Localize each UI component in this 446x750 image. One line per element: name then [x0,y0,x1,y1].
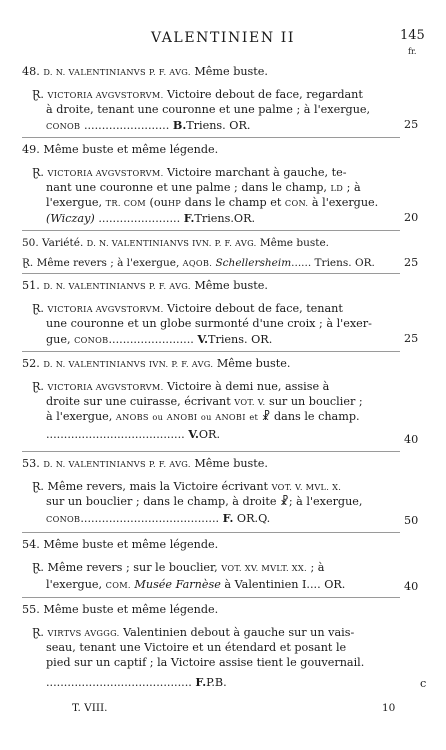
obverse-description: Même buste. [216,357,291,370]
source-reference: (Wiczay) [46,212,95,225]
entry-53-obverse [22,457,268,471]
reverse-text: ; à l'exergue, [288,495,363,508]
reverse-legend: VICTORIA AVGVSTORVM. [47,168,164,178]
reverse-mark: Ɽ. [32,380,44,393]
entry-number: 51. [22,279,40,292]
reverse-text: Même revers, mais la Victoire écrivant [47,480,269,493]
reverse-text: dans le champ et [184,196,282,209]
value-55: c [420,677,427,690]
shield-inscription: VOT. XV. MVLT. XX. [221,563,307,573]
coin-type: OR.Q. [236,512,271,525]
variety-label: Variété. [42,237,84,249]
reverse-text: sur un bouclier ; dans le champ, à droite [46,495,277,508]
reverse-text: ; à [346,181,361,194]
entry-number: 54. [22,538,40,551]
reverse-mark: Ɽ. [22,257,34,269]
value-54: 40 [404,580,419,593]
exergue-mark: CON. [284,198,309,208]
separator [22,137,400,138]
entry-number: 48. [22,65,40,78]
rarity-sign: B. [172,118,187,132]
entry-51-reverse-line1 [32,302,343,316]
reverse-mark: Ɽ. [32,302,44,315]
reverse-legend: VIRTVS AVGGG. [47,628,120,638]
obverse-description: Même buste. [194,279,268,292]
entry-53-reverse-line2 [46,495,362,509]
obverse-description: Même buste et même légende. [43,143,219,156]
coin-type: Triens.OR. [194,212,256,225]
separator [22,273,400,274]
entry-52-reverse-line4 [46,427,220,442]
conjunction: et [249,412,259,422]
rarity-sign: F. [183,211,195,225]
entry-number: 55. [22,603,40,616]
field-mark: LD [330,183,344,193]
entry-55-reverse-line4 [46,675,227,690]
obverse-legend: D. N. VALENTINIANVS IVN. P. F. AVG. [43,359,214,369]
entry-number: 52. [22,357,40,370]
reverse-text: gue, [46,333,71,346]
entry-55-reverse-line2 [46,641,346,655]
coin-type: Triens. OR. [186,119,251,132]
separator [22,451,400,452]
separator [22,597,400,598]
value-50: 25 [404,256,419,269]
exergue-mark: ANOBS [115,412,149,422]
entry-48-reverse-line2 [46,103,370,117]
conjunction: ou [152,412,164,422]
reverse-text: à Valentinien I.... [224,578,321,591]
entry-53-reverse-line3 [46,511,270,526]
reverse-text: Même revers ; sur le bouclier, [47,561,218,574]
reverse-text: à droite, tenant une couronne et une palme ; à l'exergue, [46,103,371,116]
entry-55-reverse-line3 [46,656,364,670]
value-51: 25 [404,332,419,345]
entry-49-reverse-line1 [32,166,347,180]
coin-type: P.B. [206,676,227,689]
entry-number: 50. [22,237,39,249]
reverse-legend: VICTORIA AVGVSTORVM. [47,90,164,100]
obverse-description: Même buste. [194,457,268,470]
reverse-text: à l'exergue, [46,410,113,423]
shield-inscription: VOT. V. MVL. X. [271,482,342,492]
entry-48-reverse-line1 [32,88,363,102]
obverse-description: Même buste et même légende. [43,603,219,616]
obverse-description: Même buste et même légende. [43,538,219,551]
separator [22,351,400,352]
reverse-text: seau, tenant une Victoire et un étendard et posant le [46,641,347,654]
field-mark: HP [167,198,182,208]
entry-49-obverse [22,143,218,157]
reverse-mark: Ɽ. [32,166,44,179]
exergue-mark: TR. COM [105,198,146,208]
entry-48-reverse-line3 [46,118,250,133]
entry-54-reverse-line2 [46,578,345,592]
source-reference: Musée Farnèse [134,578,221,591]
exergue-mark: CONOB [46,514,81,524]
leader-dots: ........................ [83,119,170,132]
exergue-mark: CONOB [46,121,81,131]
reverse-text: droite sur une cuirasse, écrivant [46,395,231,408]
reverse-text: Valentinien debout à gauche sur un vais- [123,626,355,639]
entry-48-obverse [22,65,268,79]
chi-rho-icon: ☧ [280,495,289,508]
value-48: 25 [404,118,419,131]
rarity-sign: F. [222,511,234,525]
value-49: 20 [404,211,419,224]
obverse-description: Même buste. [194,65,268,78]
reverse-mark: Ɽ. [32,561,44,574]
exergue-mark: AQOB. [182,258,213,268]
reverse-mark: Ɽ. [32,88,44,101]
entry-number: 53. [22,457,40,470]
reverse-text: sur un bouclier ; [268,395,363,408]
reverse-text: (ou [149,196,168,209]
obverse-legend: D. N. VALENTINIANVS P. F. AVG. [43,67,191,77]
reverse-legend: VICTORIA AVGVSTORVM. [47,304,164,314]
rarity-sign: F. [195,675,207,689]
reverse-text: Victoire debout de face, tenant [167,302,343,315]
reverse-text: une couronne et un globe surmonté d'une croix ; à l'exer- [46,317,372,330]
rarity-sign: V. [188,427,199,441]
conjunction: ou [200,412,212,422]
coin-type: Triens. OR. [314,257,375,269]
exergue-mark: ANOBI [166,412,198,422]
reverse-text: l'exergue, [46,196,103,209]
reverse-text: ; à [310,561,325,574]
leader-dots: ....................................... [80,512,220,525]
source-reference: Schellersheim [215,257,292,269]
value-53: 50 [404,514,419,527]
value-52: 40 [404,433,419,446]
rarity-sign: V. [197,332,209,346]
leader-dots: ....................................... [46,428,185,441]
coin-type: OR. [324,578,346,591]
reverse-text: dans le champ. [274,410,360,423]
entry-50-obverse [22,236,329,250]
fr-mark: fr. [408,47,417,56]
reverse-legend: VICTORIA AVGVSTORVM. [47,382,164,392]
reverse-text: Même revers ; à l'exergue, [36,257,180,269]
obverse-legend: D. N. VALENTINIANVS P. F. AVG. [43,459,191,469]
reverse-text: Victoire marchant à gauche, te- [167,166,347,179]
exergue-mark: COM. [105,580,131,590]
coin-type: Triens. OR. [208,333,273,346]
reverse-text: Victoire debout de face, regardant [167,88,363,101]
entry-52-reverse-line1 [32,380,329,394]
leader-dots: ......................................... [46,676,192,689]
entry-53-reverse-line1 [32,480,341,494]
entry-51-obverse [22,279,268,293]
exergue-mark: CONOB [74,335,109,345]
obverse-legend: D. N. VALENTINIANVS P. F. AVG. [43,281,191,291]
coin-type: OR. [198,428,221,441]
signature-number: 10 [382,702,396,714]
separator [22,532,400,533]
entry-49-reverse-line3 [46,196,378,210]
reverse-text: l'exergue, [46,578,103,591]
reverse-text: Victoire à demi nue, assise à [167,380,330,393]
entry-52-obverse [22,357,290,371]
obverse-description: Même buste. [259,237,329,249]
reverse-mark: Ɽ. [32,626,44,639]
page-number: 145 [400,28,425,43]
leader-dots: ........................ [108,333,194,346]
entry-54-obverse [22,538,218,552]
entry-54-reverse-line1 [32,561,324,575]
chi-rho-icon: ☧ [261,410,271,423]
reverse-mark: Ɽ. [32,480,44,493]
entry-55-reverse-line1 [32,626,354,640]
separator [22,230,400,231]
obverse-legend: D. N. VALENTINIANVS IVN. P. F. AVG. [86,238,257,248]
reverse-text: à l'exergue. [311,196,379,209]
leader-dots: ...... [291,257,312,269]
reverse-text: nant une couronne et une palme ; dans le champ, [46,181,327,194]
signature-mark: T. VIII. [72,702,108,714]
exergue-mark: ANOBI [215,412,246,422]
entry-50-reverse [22,256,375,270]
entry-51-reverse-line2 [46,317,372,331]
entry-51-reverse-line3 [46,332,272,347]
reverse-text: pied sur un captif ; la Victoire assise tient le gouvernail. [46,656,365,669]
running-title: VALENTINIEN II [150,30,296,46]
entry-52-reverse-line3 [46,410,360,424]
shield-inscription: VOT. V. [234,397,266,407]
entry-number: 49. [22,143,40,156]
entry-49-reverse-line2 [46,181,361,195]
entry-49-reverse-line4 [46,211,255,226]
entry-55-obverse [22,603,218,617]
leader-dots: ....................... [98,212,181,225]
entry-52-reverse-line2 [46,395,363,409]
